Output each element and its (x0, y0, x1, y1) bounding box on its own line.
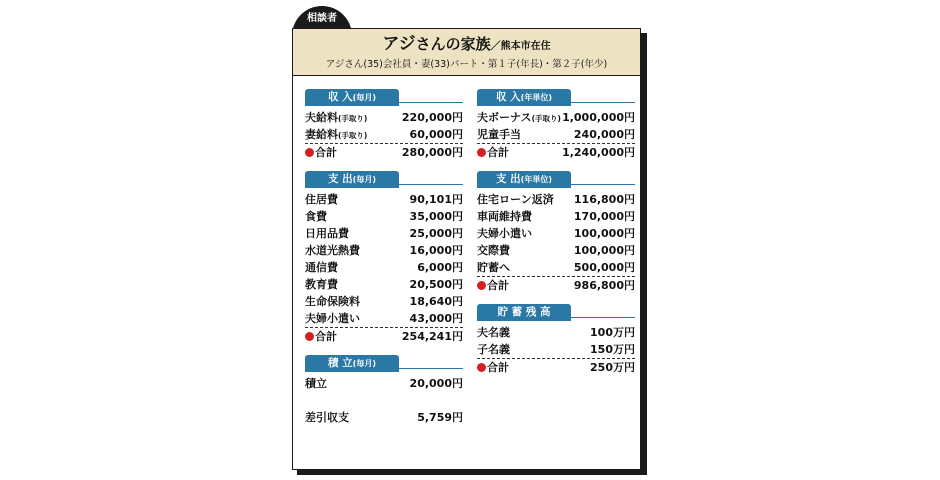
monthly-income-header: 収 入(毎月) (305, 85, 463, 103)
table-row: 貯蓄へ 500,000円 (477, 259, 635, 277)
table-row: 住居費 90,101円 (305, 193, 463, 206)
table-row: 交際費 100,000円 (477, 244, 635, 257)
deposits-total: 合計 250万円 (477, 359, 635, 376)
table-row: 夫ボーナス(手取り) 1,000,000円 (477, 111, 635, 124)
table-row: 食費 35,000円 (305, 210, 463, 223)
table-row: 子名義 150万円 (477, 341, 635, 359)
table-row: 児童手当 240,000円 (477, 126, 635, 144)
table-row: 教育費 20,500円 (305, 278, 463, 291)
deposits-header: 貯 蓄 残 高 (477, 300, 635, 318)
table-row: 日用品費 25,000円 (305, 227, 463, 240)
table-row: 車両維持費 170,000円 (477, 210, 635, 223)
card-header (293, 29, 640, 76)
balance-row: 差引収支 5,759円 (305, 411, 463, 424)
family-title (293, 29, 640, 57)
table-row: 積立 20,000円 (305, 377, 463, 390)
table-row: 妻給料(手取り) 60,000円 (305, 126, 463, 144)
family-name: アジ (382, 34, 416, 54)
yearly-income-header: 収 入(年単位) (477, 85, 635, 103)
table-row: 夫名義 100万円 (477, 326, 635, 339)
monthly-expense-header: 支 出(毎月) (305, 167, 463, 185)
yearly-expense-header: 支 出(年単位) (477, 167, 635, 185)
household-budget-card (292, 28, 641, 470)
table-row: 生命保険料 18,640円 (305, 295, 463, 308)
family-location: ／熊本市在住 (490, 41, 551, 52)
yearly-column (477, 85, 635, 376)
table-row: 住宅ローン返済 116,800円 (477, 193, 635, 206)
family-suffix: さんの家族 (415, 35, 491, 53)
table-row: 水道光熱費 16,000円 (305, 244, 463, 257)
table-row: 夫婦小遣い 43,000円 (305, 310, 463, 328)
monthly-column (305, 85, 463, 426)
monthly-savings-header: 積 立(毎月) (305, 351, 463, 369)
family-members: アジさん(35)会社員・妻(33)パート・第１子(年長)・第２子(年少) (325, 59, 608, 70)
table-row: 夫給料(手取り) 220,000円 (305, 111, 463, 124)
monthly-income-total: 合計 280,000円 (305, 144, 463, 161)
monthly-expense-total: 合計 254,241円 (305, 328, 463, 345)
yearly-income-total: 合計 1,240,000円 (477, 144, 635, 161)
table-row: 通信費 6,000円 (305, 261, 463, 274)
yearly-expense-total: 合計 986,800円 (477, 277, 635, 294)
table-row: 夫婦小遣い 100,000円 (477, 227, 635, 240)
consultant-tag: 相談者 (292, 6, 352, 46)
